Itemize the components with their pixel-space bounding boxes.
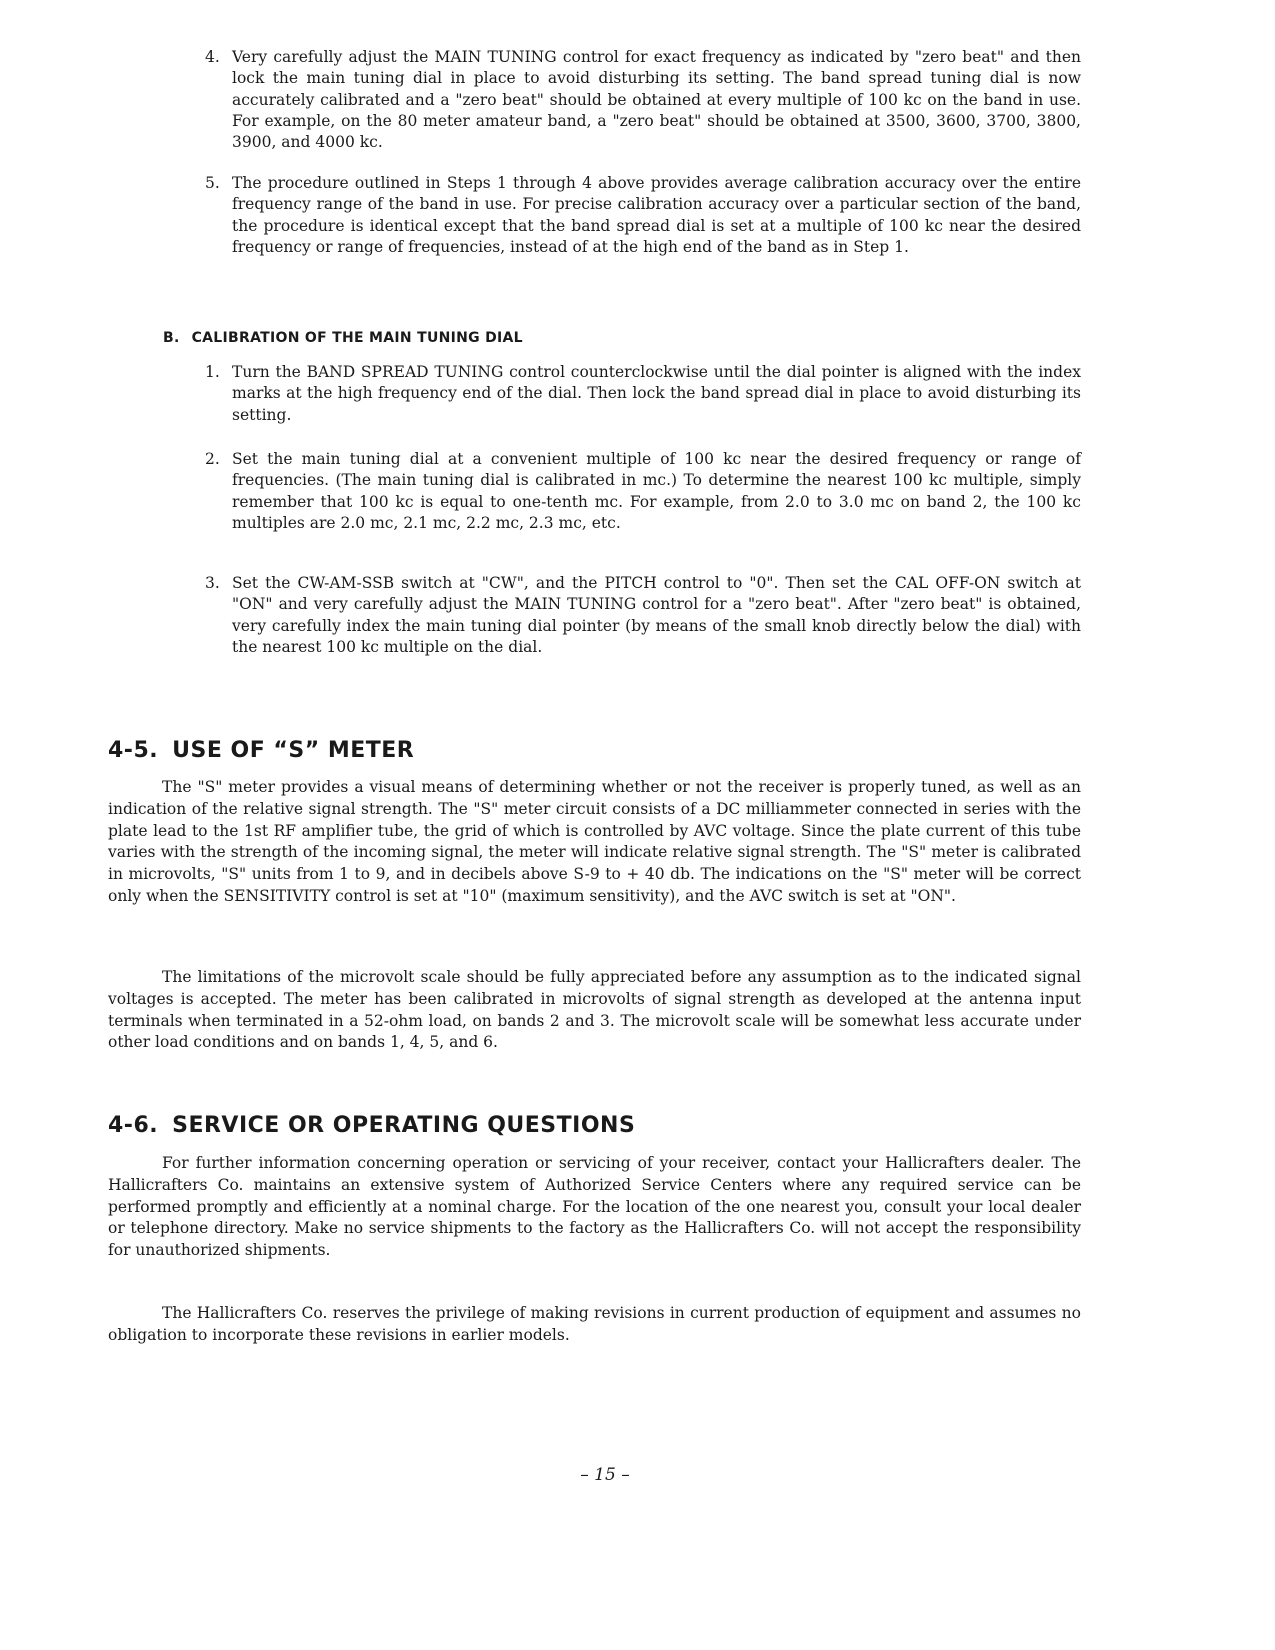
step-text: Set the CW-AM-SSB switch at "CW", and the PITCH control to "0". Then set the CAL OFF-ON switch at "ON" and very carefully adjust the MAIN TUNING control for a "zero beat". After "zero beat" is obtained, very carefully index the main tuning dial pointer (by means of the small knob directly below the dial) with the nearest 100 kc multiple on the dial.: [232, 574, 1081, 656]
step-a5: [205, 173, 1081, 258]
step-a4: [205, 47, 1081, 153]
section-number: 4-5.: [108, 738, 159, 763]
paragraph: The limitations of the microvolt scale should be fully appreciated before any assumption as to the indicated signal voltages is accepted. The meter has been calibrated in microvolts of signal strength as developed at the antenna input terminals when terminated in a 52-ohm load, on bands 2 and 3. The microvolt scale will be somewhat less accurate under other load conditions and on bands 1, 4, 5, and 6.: [108, 968, 1081, 1052]
step-text: The procedure outlined in Steps 1 through 4 above provides average calibration accuracy over the entire frequency range of the band in use. For precise calibration accuracy over a particular section of the band, the procedure is identical except that the band spread dial is set at a multiple of 100 kc near the desired frequency or range of frequencies, instead of at the high end of the band as in Step 1.: [232, 174, 1081, 256]
step-number: 5.: [205, 174, 220, 192]
section-b-heading: [163, 330, 523, 346]
step-number: 3.: [205, 574, 220, 592]
step-text: Very carefully adjust the MAIN TUNING control for exact frequency as indicated by "zero beat" and then lock the main tuning dial in place to avoid disturbing its setting. The band spread tuning dial is now accurately calibrated and a "zero beat" should be obtained at every multiple of 100 kc on the band in use. For example, on the 80 meter amateur band, a "zero beat" should be obtained at 3500, 3600, 3700, 3800, 3900, and 4000 kc.: [232, 48, 1081, 152]
step-number: 1.: [205, 363, 220, 381]
section-title: SERVICE OR OPERATING QUESTIONS: [172, 1113, 636, 1138]
step-text: Set the main tuning dial at a convenient multiple of 100 kc near the desired frequency or range of frequencies. (The main tuning dial is calibrated in mc.) To determine the nearest 100 kc multiple, simply remember that 100 kc is equal to one-tenth mc. For example, from 2.0 to 3.0 mc on band 2, the 100 kc multiples are 2.0 mc, 2.1 mc, 2.2 mc, 2.3 mc, etc.: [232, 450, 1081, 532]
step-number: 4.: [205, 48, 220, 66]
step-b1: [205, 362, 1081, 426]
section-b-title: CALIBRATION OF THE MAIN TUNING DIAL: [191, 330, 523, 346]
step-b2: [205, 449, 1081, 534]
section-title: USE OF “S” METER: [172, 738, 415, 763]
section-b-letter: B.: [163, 330, 180, 346]
page-number: – 15 –: [580, 1465, 630, 1485]
step-number: 2.: [205, 450, 220, 468]
step-b3: [205, 573, 1081, 658]
paragraph: The "S" meter provides a visual means of determining whether or not the receiver is properly tuned, as well as an indication of the relative signal strength. The "S" meter circuit consists of a DC milliammeter connected in series with the plate lead to the 1st RF amplifier tube, the grid of which is controlled by AVC voltage. Since the plate current of this tube varies with the strength of the incoming signal, the meter will indicate relative signal strength. The "S" meter is calibrated in microvolts, "S" units from 1 to 9, and in decibels above S-9 to + 40 db. The indications on the "S" meter will be correct only when the SENSITIVITY control is set at "10" (maximum sensitivity), and the AVC switch is set at "ON".: [108, 778, 1081, 905]
section-4-6-heading: [108, 1113, 635, 1138]
step-text: Turn the BAND SPREAD TUNING control counterclockwise until the dial pointer is aligned with the index marks at the high frequency end of the dial. Then lock the band spread dial in place to avoid disturbing its setting.: [232, 363, 1081, 424]
section-4-5-heading: [108, 738, 414, 763]
paragraph: The Hallicrafters Co. reserves the privilege of making revisions in current production of equipment and assumes no obligation to incorporate these revisions in earlier models.: [108, 1304, 1081, 1344]
section-number: 4-6.: [108, 1113, 159, 1138]
paragraph: For further information concerning operation or servicing of your receiver, contact your Hallicrafters dealer. The Hallicrafters Co. maintains an extensive system of Authorized Service Centers where any required service can be performed promptly and efficiently at a nominal charge. For the location of the one nearest you, consult your local dealer or telephone directory. Make no service shipments to the factory as the Hallicrafters Co. will not accept the responsibility for unauthorized shipments.: [108, 1154, 1081, 1260]
